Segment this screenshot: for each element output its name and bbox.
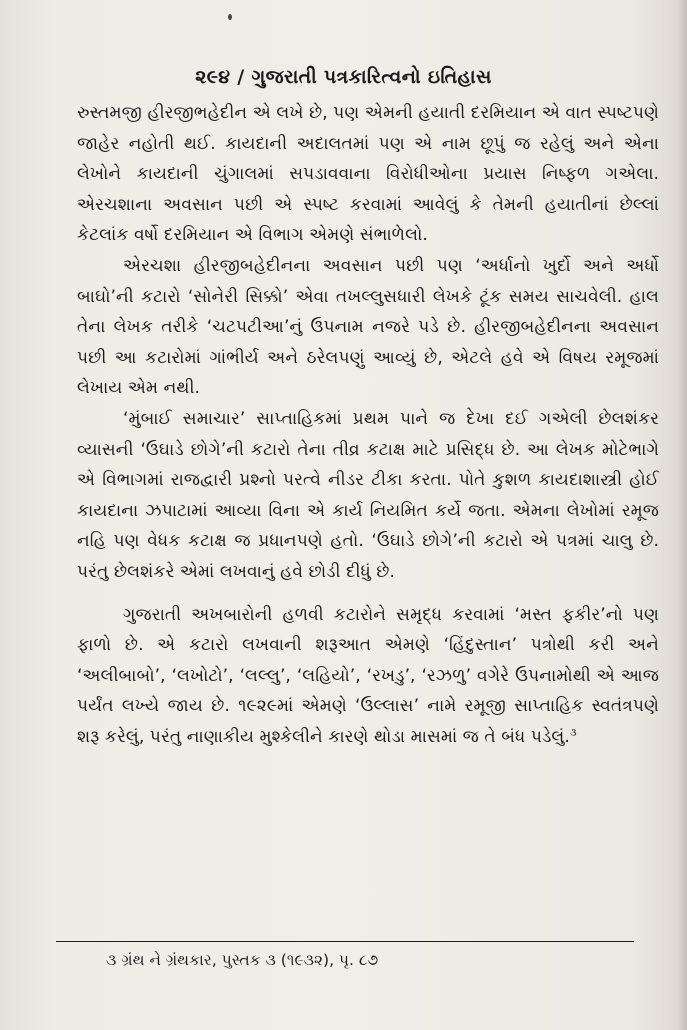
footnote-marker: ૩ (569, 727, 577, 739)
paragraph-gap (77, 588, 659, 600)
paragraph-4-text: ગુજરાતી અખબારોની હળવી કટારોને સમૃદ્ધ કરવામાં ‘મસ્ત ફકીર’નો પણ ફાળો છે. એ કટારો લખવાની શરૂઆત એમણે ‘હિંદુસ્તાન’ પત્રોથી કરી અને ‘અલીબાબો’, ‘લખોટો’, ‘લલ્લુ’, ‘લહિયો’, ‘રખડુ’, ‘રઝળુ’ વગેરે ઉપનામોથી એ આજ પર્યંત લખ્યે જાય છે. ૧૯૨૯માં એમણે ‘ઉલ્લાસ’ નામે રમૂજી સાપ્તાહિક સ્વતંત્રપણે શરૂ કરેલું, પરંતુ નાણાકીય મુશ્કેલીને કારણે થોડા માસમાં જ તે બંધ પડેલું. (77, 604, 659, 747)
running-head: ૨૯૪ / ગુજરાતી પત્રકારિત્વનો ઇતિહાસ (195, 66, 492, 88)
footnote-divider (56, 941, 634, 942)
paragraph-3: ‘મુંબાઈ સમાચાર’ સાપ્તાહિકમાં પ્રથમ પાને જ દેખા દઈ ગએલી છેલશંકર વ્યાસની ‘ઉઘાડે છોગે’ની કટારો તેના તીવ્ર કટાક્ષ માટે પ્રસિદ્ધ છે. આ લેખક મોટેભાગે એ વિભાગમાં રાજદ્વારી પ્રશ્નો પરત્વે નીડર ટીકા કરતા. પોતે કુશળ કાયદાશાસ્ત્રી હોઈ કાયદાના ઝપાટામાં આવ્યા વિના એ કાર્ય નિયમિત કર્યે જતા. એમના લેખોમાં રમૂજ નહિ પણ વેધક કટાક્ષ જ પ્રધાનપણે હતો. ‘ઉઘાડે છોગે’ની કટારો એ પત્રમાં ચાલુ છે. પરંતુ છેલશંકરે એમાં લખવાનું હવે છોડી દીધું છે. (77, 408, 659, 582)
body-text (77, 98, 659, 752)
paragraph-1: રુસ્તમજી હીરજીભહેદીન એ લખે છે, પણ એમની હયાતી દરમિયાન એ વાત સ્પષ્ટપણે જાહેર નહોતી થઈ. કાયદાની અદાલતમાં પણ એ નામ છૂપું જ રહેલું અને એના લેખોને કાયદાની ચુંગાલમાં સપડાવવાના વિરોધીઓના પ્રયાસ નિષ્ફળ ગએલા. એરચશાના અવસાન પછી એ સ્પષ્ટ કરવામાં આવેલું કે તેમની હયાતીનાં છેલ્લાં કેટલાંક વર્ષો દરમિયાન એ વિભાગ એમણે સંભાળેલો. (77, 103, 659, 246)
paragraph-4 (77, 600, 659, 753)
footnote: ૩ ગ્રંથ ને ગ્રંથકાર, પુસ્તક ૩ (૧૯૩૨), પૃ. ૮૭ (106, 951, 379, 969)
ink-speck (228, 14, 232, 20)
paragraph-2: એરચશા હીરજીબહેદીનના અવસાન પછી પણ ‘અર્ધાનો ખુર્દો અને અર્ધો બાઘો’ની કટારો ‘સોનેરી સિક્કો’ એવા તખલ્લુસધારી લેખકે ટૂંક સમય સાચવેલી. હાલ તેના લેખક તરીકે ‘ચટપટીઆ’નું ઉપનામ નજરે પડે છે. હીરજીબહેદીનના અવસાન પછી આ કટારોમાં ગાંભીર્ય અને ઠરેલપણું આવ્યું છે, એટલે હવે એ વિષય રમૂજમાં લેખાય એમ નથી. (77, 255, 659, 399)
